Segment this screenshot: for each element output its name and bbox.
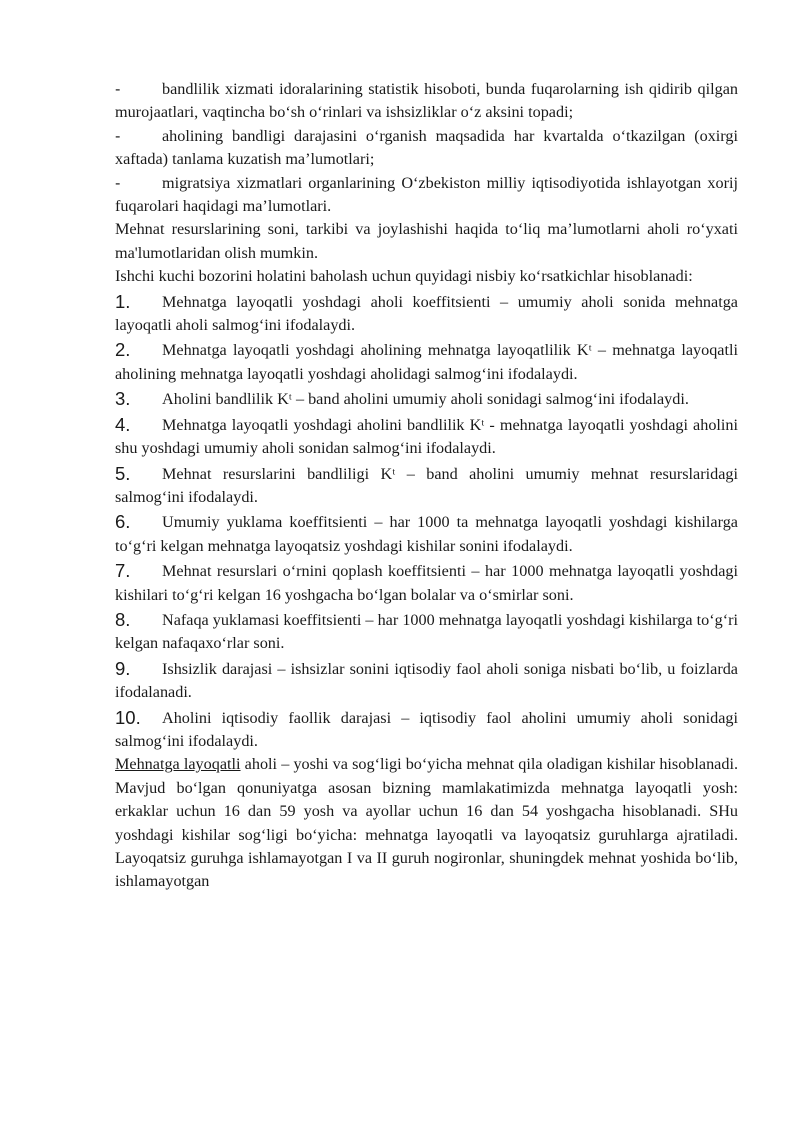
list-item [115, 125, 738, 172]
underlined-term: Mehnatga layoqatli [115, 755, 241, 774]
bullet-dash: - [115, 80, 121, 98]
item-text: Mehnatga layoqatli yoshdagi aholining mehnatga layoqatlilik Kᵗ – mehnatga layoqatli aholining mehnatga layoqatli yoshdagi aholidagi salmog‘ini ifodalaydi. [115, 341, 738, 383]
list-item [115, 172, 738, 219]
item-text: Mehnatga layoqatli yoshdagi aholi koeffitsienti – umumiy aholi sonida mehnatga layoqatli aholi salmog‘ini ifodalaydi. [115, 292, 738, 335]
item-number: 3. [115, 388, 131, 410]
numbered-item [115, 388, 738, 411]
bullet-text: aholining bandligi darajasini o‘rganish maqsadida har kvartalda o‘tkazilgan (oxirgi xaftada) tanlama kuzatish ma’lumotlari; [115, 126, 738, 169]
item-number: 7. [115, 560, 131, 582]
item-number: 8. [115, 608, 131, 630]
item-text: Nafaqa yuklamasi koeffitsienti – har 1000 mehnatga layoqatli yoshdagi kishilarga to‘g‘ri kelgan nafaqaxo‘rlar soni. [115, 610, 738, 653]
numbered-item [115, 339, 738, 386]
paragraph-intro: Ishchi kuchi bozorini holatini baholash uchun quyidagi nisbiy ko‘rsatkichlar hisoblanadi: [115, 267, 693, 286]
item-number: 6. [115, 511, 131, 533]
item-text: Mehnatga layoqatli yoshdagi aholini bandlilik Kᵗ - mehnatga layoqatli yoshdagi aholini shu yoshdagi umumiy aholi sonidan salmog‘ini ifodalaydi. [115, 415, 738, 458]
item-text: Aholini bandlilik Kᵗ – band aholini umumiy aholi sonidagi salmog‘ini ifodalaydi. [162, 390, 689, 409]
numbered-item [115, 511, 738, 558]
numbered-item [115, 414, 738, 461]
item-number: 10. [115, 706, 141, 728]
paragraph-resources: Mehnat resurslarining soni, tarkibi va joylashishi haqida to‘liq ma’lumotlarni aholi ro‘yxati ma'lumotlaridan olish mumkin. [115, 220, 738, 262]
bullet-text: migratsiya xizmatlari organlarining O‘zbekiston milliy iqtisodiyotida ishlayotgan xorij fuqarolari haqidagi ma’lumotlari. [115, 173, 738, 216]
item-text: Mehnat resurslari o‘rnini qoplash koeffitsienti – har 1000 mehnatga layoqatli yoshdagi kishilari to‘g‘ri kelgan 16 yoshgacha bo‘lgan bolalar va o‘smirlar soni. [115, 562, 738, 604]
item-number: 5. [115, 462, 131, 484]
item-number: 2. [115, 339, 131, 361]
item-number: 4. [115, 413, 131, 435]
item-text: Aholini iqtisodiy faollik darajasi – iqtisodiy faol aholini umumiy aholi sonidagi salmog‘ini ifodalaydi. [115, 708, 738, 750]
paragraph-definition [115, 753, 738, 893]
item-text: Ishsizlik darajasi – ishsizlar sonini iqtisodiy faol aholi soniga nisbati bo‘lib, u foizlarda ifodalanadi. [115, 659, 738, 702]
list-item [115, 78, 738, 125]
bullet-dash: - [115, 126, 121, 145]
bullet-text: bandlilik xizmati idoralarining statistik hisoboti, bunda fuqarolarning ish qidirib qilgan murojaatlari, vaqtincha bo‘sh o‘rinlari va ishsizliklar o‘z aksini topadi; [115, 80, 738, 122]
numbered-item [115, 463, 738, 510]
numbered-item [115, 658, 738, 705]
numbered-item [115, 707, 738, 754]
item-number: 1. [115, 290, 131, 312]
numbered-item [115, 560, 738, 607]
numbered-item [115, 609, 738, 656]
definition-text: aholi – yoshi va sog‘ligi bo‘yicha mehnat qila oladigan kishilar hisoblanadi. Mavjud bo‘lgan qonuniyatga asosan bizning mamlakatimizda mehnatga layoqatli yosh: erkaklar uchun 16 dan 59 yosh va ayollar uchun 16 dan 54 yoshgacha hisoblanadi. SHu yoshdagi kishilar sog‘ligi bo‘yicha: mehnatga layoqatli va layoqatsiz guruhlarga ajratiladi. Layoqatsiz guruhga ishlamayotgan I va II guruh nogironlar, shuningdek mehnat yoshida bo‘lib, ishlamayotgan [115, 755, 738, 891]
numbered-item [115, 291, 738, 338]
item-text: Umumiy yuklama koeffitsienti – har 1000 ta mehnatga layoqatli yoshdagi kishilarga to‘g‘ri kelgan mehnatga layoqatsiz yoshdagi kishilar sonini ifodalaydi. [115, 513, 738, 555]
item-number: 9. [115, 657, 131, 679]
bullet-dash: - [115, 173, 121, 192]
item-text: Mehnat resurslarini bandliligi Kᵗ – band aholini umumiy mehnat resurslaridagi salmog‘ini ifodalaydi. [115, 464, 738, 506]
